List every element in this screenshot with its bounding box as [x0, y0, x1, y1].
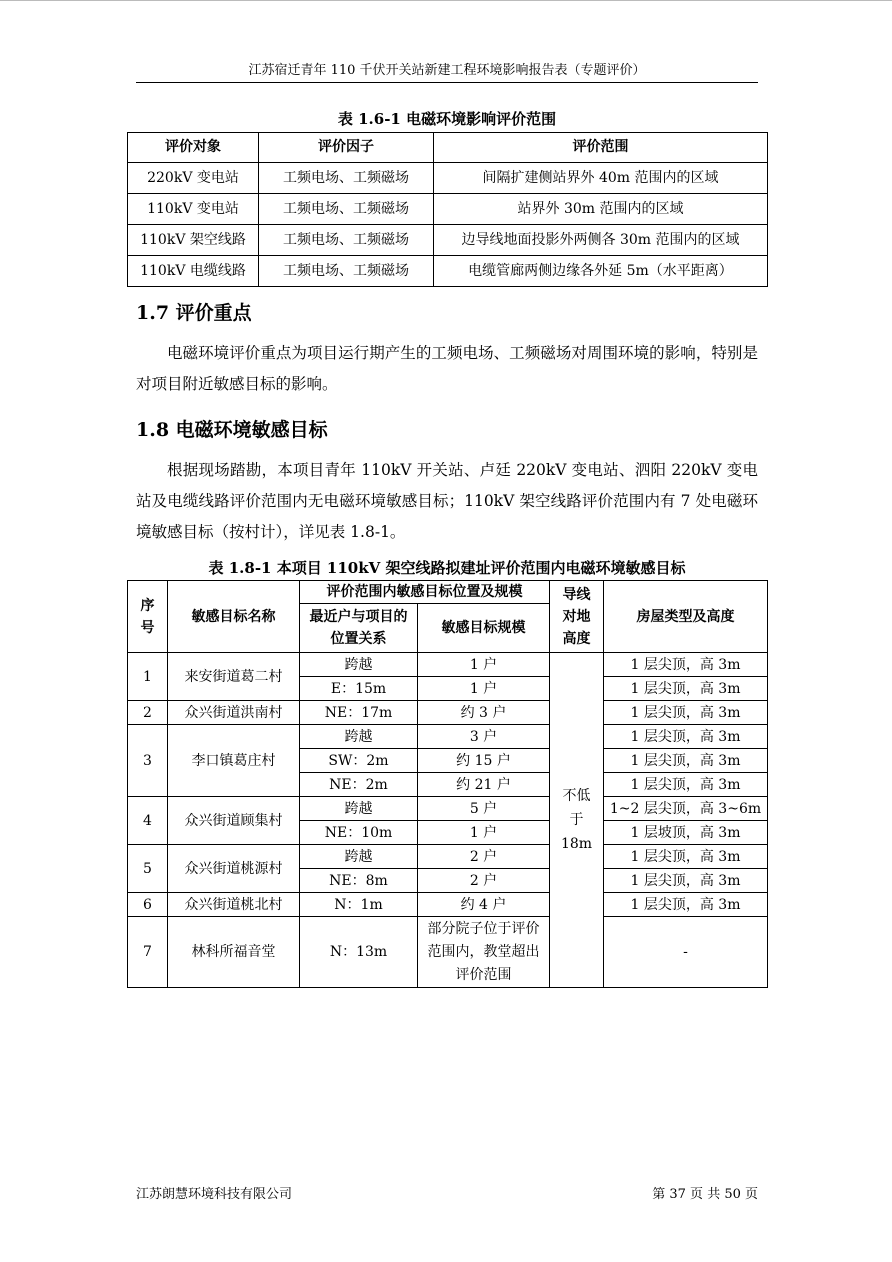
column-header-height — [550, 581, 604, 653]
column-header-scale: 敏感目标规模 — [418, 604, 550, 653]
cell-target: 110kV 变电站 — [128, 194, 259, 225]
cell-scale: 2 户 — [418, 869, 550, 893]
cell-no: 3 — [128, 725, 168, 797]
cell-house: 1 层尖顶，高 3m — [604, 893, 768, 917]
table-row — [128, 845, 768, 869]
table-row — [128, 917, 768, 988]
cell-range: 边导线地面投影外两侧各 30m 范围内的区域 — [434, 225, 768, 256]
column-header-no-text: 序号 — [140, 597, 155, 636]
cell-scale: 2 户 — [418, 845, 550, 869]
cell-no: 5 — [128, 845, 168, 893]
footer-page-number: 第 37 页 共 50 页 — [652, 1187, 758, 1202]
column-header-factor: 评价因子 — [259, 133, 434, 163]
cell-house: 1 层尖顶，高 3m — [604, 677, 768, 701]
table-row — [128, 653, 768, 677]
cell-scale: 约 3 户 — [418, 701, 550, 725]
column-header-group: 评价范围内敏感目标位置及规模 — [300, 581, 550, 604]
table-row — [128, 701, 768, 725]
table-row — [128, 797, 768, 821]
cell-position: 跨越 — [300, 653, 418, 677]
cell-factor: 工频电场、工频磁场 — [259, 194, 434, 225]
table-row — [128, 225, 768, 256]
cell-name: 来安街道葛二村 — [168, 653, 300, 701]
column-header-name: 敏感目标名称 — [168, 581, 300, 653]
cell-position: NE：2m — [300, 773, 418, 797]
cell-house: 1 层尖顶，高 3m — [604, 773, 768, 797]
cell-house: 1 层尖顶，高 3m — [604, 845, 768, 869]
column-header-range: 评价范围 — [434, 133, 768, 163]
table-row — [128, 725, 768, 749]
cell-house: 1 层尖顶，高 3m — [604, 869, 768, 893]
cell-no: 4 — [128, 797, 168, 845]
cell-position: N：1m — [300, 893, 418, 917]
column-header-position-text: 最近户与项目的位置关系 — [309, 609, 408, 647]
cell-name: 众兴街道顾集村 — [168, 797, 300, 845]
cell-position: 跨越 — [300, 797, 418, 821]
cell-house: 1~2 层尖顶，高 3~6m — [604, 797, 768, 821]
column-header-height-text: 导线对地高度 — [562, 586, 591, 647]
cell-scale: 约 15 户 — [418, 749, 550, 773]
cell-position: SW：2m — [300, 749, 418, 773]
column-header-no — [128, 581, 168, 653]
column-header-target: 评价对象 — [128, 133, 259, 163]
section-1-7-paragraph: 电磁环境评价重点为项目运行期产生的工频电场、工频磁场对周围环境的影响，特别是对项目附近敏感目标的影响。 — [136, 344, 758, 393]
section-1-8-heading: 1.8 电磁环境敏感目标 — [136, 419, 328, 441]
cell-scale: 1 户 — [418, 821, 550, 845]
cell-position: NE：8m — [300, 869, 418, 893]
cell-scale: 约 4 户 — [418, 893, 550, 917]
section-1-7-heading: 1.7 评价重点 — [136, 302, 252, 324]
cell-position: E：15m — [300, 677, 418, 701]
cell-house: 1 层尖顶，高 3m — [604, 749, 768, 773]
page-top-edge — [0, 0, 892, 1]
table-row — [128, 163, 768, 194]
cell-name: 众兴街道桃北村 — [168, 893, 300, 917]
cell-target: 110kV 电缆线路 — [128, 256, 259, 287]
running-header: 江苏宿迁青年 110 千伏开关站新建工程环境影响报告表（专题评价） — [248, 63, 646, 78]
cell-house: 1 层坡顶，高 3m — [604, 821, 768, 845]
cell-height-text: 不低于18m — [560, 788, 593, 852]
cell-scale: 5 户 — [418, 797, 550, 821]
column-header-position — [300, 604, 418, 653]
column-header-house: 房屋类型及高度 — [604, 581, 768, 653]
cell-name: 林科所福音堂 — [168, 917, 300, 988]
cell-range: 间隔扩建侧站界外 40m 范围内的区域 — [434, 163, 768, 194]
cell-position: 跨越 — [300, 845, 418, 869]
table-row — [128, 256, 768, 287]
cell-height — [550, 653, 604, 988]
cell-position: 跨越 — [300, 725, 418, 749]
cell-position: NE：17m — [300, 701, 418, 725]
cell-range: 站界外 30m 范围内的区域 — [434, 194, 768, 225]
table-row — [128, 194, 768, 225]
cell-house: 1 层尖顶，高 3m — [604, 725, 768, 749]
cell-scale-text: 部分院子位于评价范围内，教堂超出评价范围 — [427, 920, 540, 983]
cell-no: 6 — [128, 893, 168, 917]
section-1-8-paragraph: 根据现场踏勘，本项目青年 110kV 开关站、卢廷 220kV 变电站、泗阳 220kV 变电站及电缆线路评价范围内无电磁环境敏感目标；110kV 架空线路评价范围内有 7 处电磁环境敏感目标（按村计），详见表 1.8-1。 — [136, 461, 758, 541]
cell-scale — [418, 917, 550, 988]
cell-position: NE：10m — [300, 821, 418, 845]
cell-position: N：13m — [300, 917, 418, 988]
cell-scale: 3 户 — [418, 725, 550, 749]
table-1-8-1-caption: 表 1.8-1 本项目 110kV 架空线路拟建址评价范围内电磁环境敏感目标 — [208, 559, 686, 577]
table-1-8-1 — [127, 580, 768, 988]
table-row — [128, 893, 768, 917]
cell-factor: 工频电场、工频磁场 — [259, 256, 434, 287]
cell-house: - — [604, 917, 768, 988]
cell-factor: 工频电场、工频磁场 — [259, 225, 434, 256]
cell-house: 1 层尖顶，高 3m — [604, 653, 768, 677]
header-rule — [136, 82, 758, 83]
cell-scale: 1 户 — [418, 677, 550, 701]
cell-scale: 1 户 — [418, 653, 550, 677]
cell-name: 众兴街道桃源村 — [168, 845, 300, 893]
cell-name: 李口镇葛庄村 — [168, 725, 300, 797]
cell-scale: 约 21 户 — [418, 773, 550, 797]
cell-name: 众兴街道洪南村 — [168, 701, 300, 725]
cell-range: 电缆管廊两侧边缘各外延 5m（水平距离） — [434, 256, 768, 287]
cell-target: 110kV 架空线路 — [128, 225, 259, 256]
cell-no: 7 — [128, 917, 168, 988]
cell-house: 1 层尖顶，高 3m — [604, 701, 768, 725]
cell-factor: 工频电场、工频磁场 — [259, 163, 434, 194]
table-1-6-1-caption: 表 1.6-1 电磁环境影响评价范围 — [337, 110, 557, 128]
footer-company: 江苏朗慧环境科技有限公司 — [136, 1187, 293, 1202]
cell-target: 220kV 变电站 — [128, 163, 259, 194]
cell-no: 1 — [128, 653, 168, 701]
table-1-6-1 — [127, 132, 768, 287]
cell-no: 2 — [128, 701, 168, 725]
